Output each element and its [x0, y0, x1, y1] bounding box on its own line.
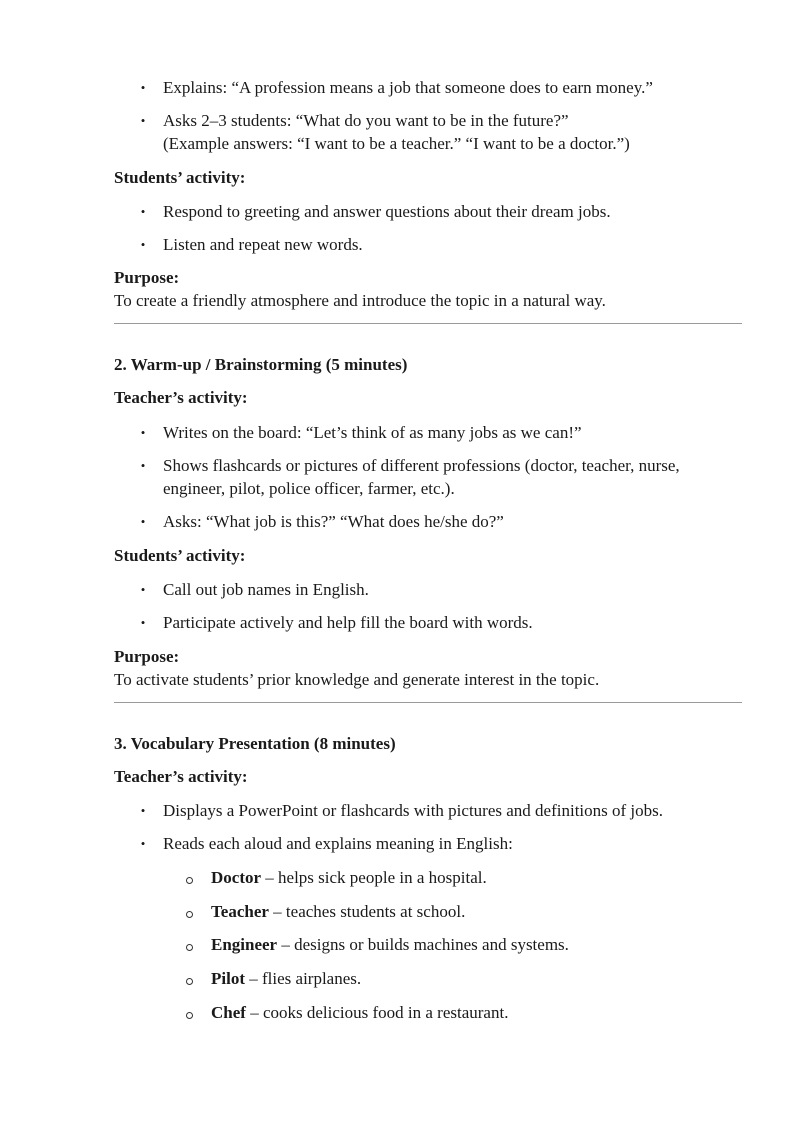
bullet-icon: • [140, 425, 146, 440]
bullet-icon: • [140, 514, 146, 529]
hollow-bullet-icon [186, 944, 193, 951]
vocab-definition: – flies airplanes. [245, 969, 362, 988]
vocab-definition: – helps sick people in a hospital. [261, 868, 487, 887]
bullet-icon: • [140, 803, 146, 818]
bullet-icon: • [140, 237, 146, 252]
list-item: Reads each aloud and explains meaning in English: [163, 834, 513, 853]
section-title: 2. Warm-up / Brainstorming (5 minutes) [114, 355, 408, 374]
bullet-icon: • [140, 113, 146, 128]
vocab-term: Pilot [211, 969, 245, 988]
list-item: Call out job names in English. [163, 580, 369, 599]
list-item: Respond to greeting and answer questions about their dream jobs. [163, 202, 611, 221]
hollow-bullet-icon [186, 1012, 193, 1019]
list-item: Shows flashcards or pictures of different professions (doctor, teacher, nurse, [163, 456, 680, 475]
purpose-heading: Purpose: [114, 268, 180, 287]
vocab-item [211, 902, 465, 922]
bullet-icon: • [140, 204, 146, 219]
students-activity-heading: Students’ activity: [114, 546, 246, 565]
list-item: Writes on the board: “Let’s think of as many jobs as we can!” [163, 423, 582, 442]
vocab-item [211, 969, 361, 989]
vocab-term: Doctor [211, 868, 262, 887]
teachers-activity-heading: Teacher’s activity: [114, 767, 248, 786]
hollow-bullet-icon [186, 978, 193, 985]
teachers-activity-heading: Teacher’s activity: [114, 388, 248, 407]
section-divider [114, 702, 742, 703]
list-item: Displays a PowerPoint or flashcards with pictures and definitions of jobs. [163, 801, 664, 820]
hollow-bullet-icon [186, 877, 193, 884]
list-item: Listen and repeat new words. [163, 235, 363, 254]
bullet-icon: • [140, 458, 146, 473]
vocab-term: Engineer [211, 935, 278, 954]
list-item: Participate actively and help fill the board with words. [163, 613, 533, 632]
vocab-definition: – designs or builds machines and systems. [277, 935, 569, 954]
students-activity-heading: Students’ activity: [114, 168, 246, 187]
section-divider [114, 323, 742, 324]
bullet-icon: • [140, 80, 146, 95]
vocab-item [211, 868, 487, 888]
list-item-continuation: (Example answers: “I want to be a teacher.” “I want to be a doctor.”) [163, 134, 630, 153]
bullet-icon: • [140, 615, 146, 630]
hollow-bullet-icon [186, 911, 193, 918]
purpose-text: To create a friendly atmosphere and introduce the topic in a natural way. [114, 291, 606, 310]
bullet-icon: • [140, 582, 146, 597]
list-item: Asks 2–3 students: “What do you want to be in the future?” [163, 111, 569, 130]
vocab-item [211, 1003, 508, 1023]
vocab-term: Teacher [211, 902, 269, 921]
bullet-icon: • [140, 836, 146, 851]
list-item: Explains: “A profession means a job that someone does to earn money.” [163, 78, 653, 97]
list-item-continuation: engineer, pilot, police officer, farmer, etc.). [163, 479, 455, 498]
vocab-item [211, 935, 569, 955]
section-title: 3. Vocabulary Presentation (8 minutes) [114, 734, 396, 753]
vocab-definition: – teaches students at school. [268, 902, 466, 921]
vocab-term: Chef [211, 1003, 246, 1022]
purpose-text: To activate students’ prior knowledge and generate interest in the topic. [114, 670, 600, 689]
list-item: Asks: “What job is this?” “What does he/she do?” [163, 512, 504, 531]
purpose-heading: Purpose: [114, 647, 180, 666]
vocab-definition: – cooks delicious food in a restaurant. [245, 1003, 509, 1022]
